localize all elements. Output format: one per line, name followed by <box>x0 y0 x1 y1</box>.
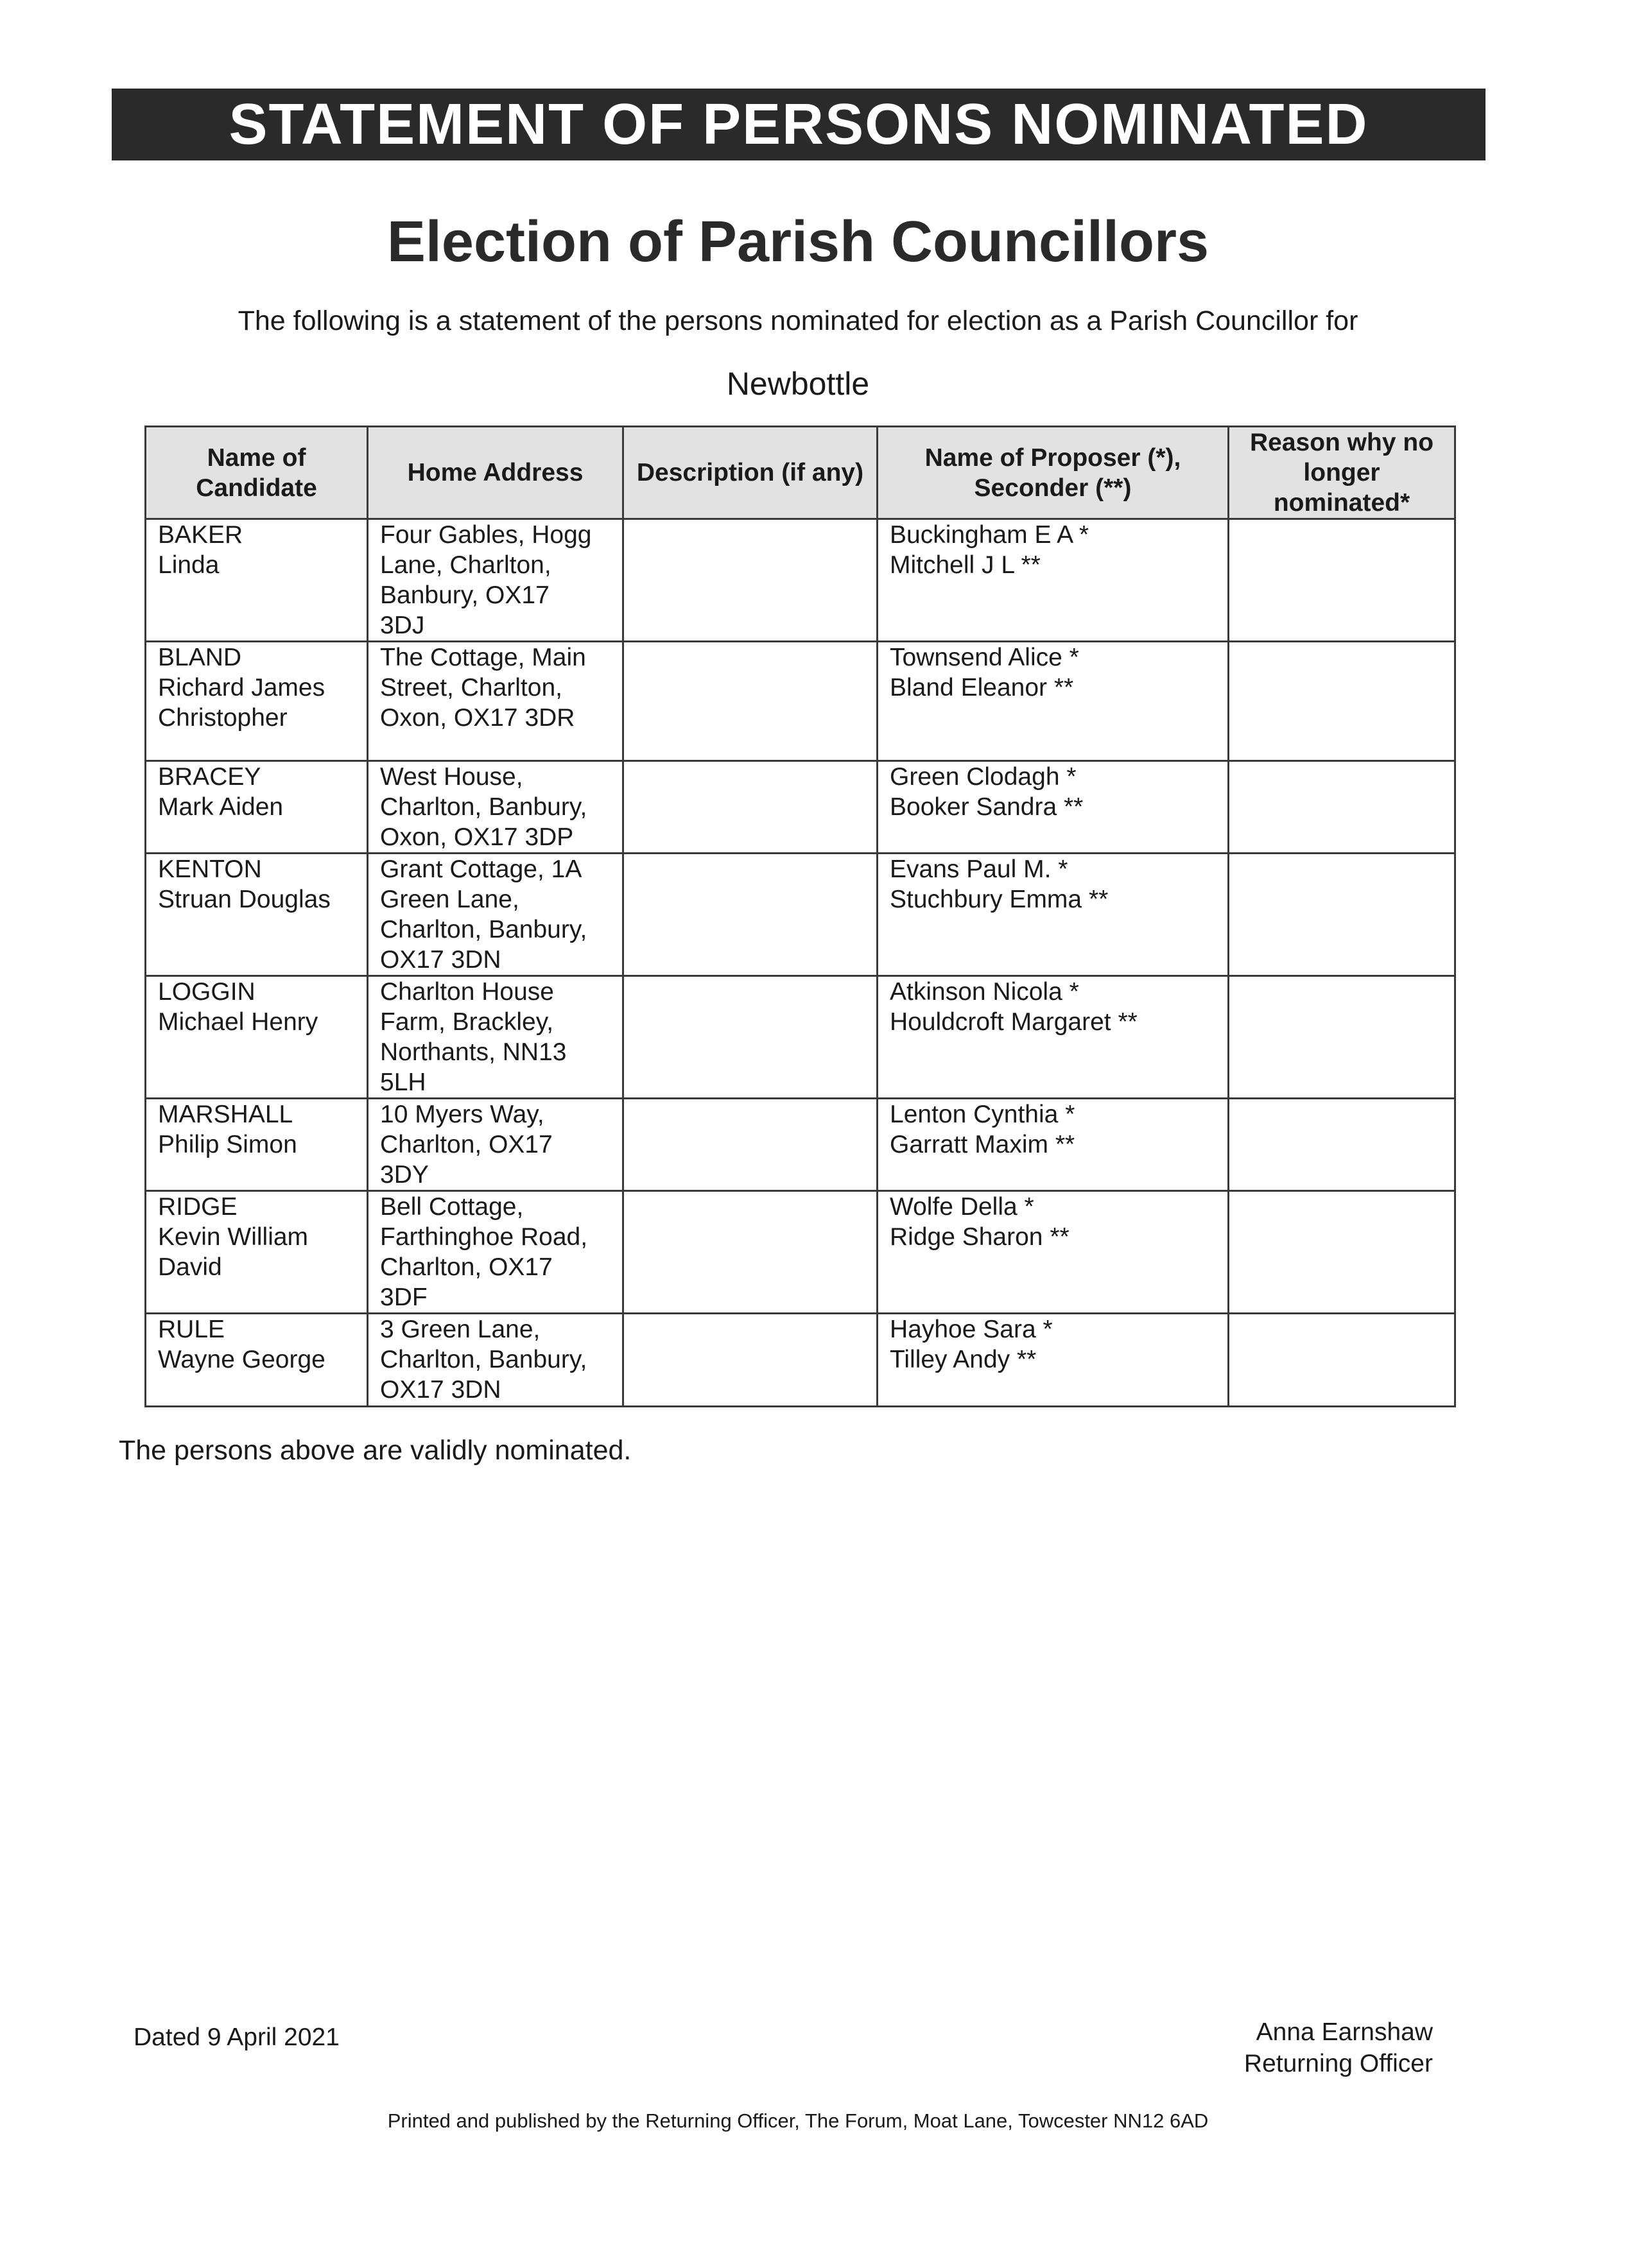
proposer-cell <box>878 642 1229 761</box>
address-line: Farthinghoe Road, <box>380 1223 588 1251</box>
validity-statement: The persons above are validly nominated. <box>119 1435 632 1466</box>
proposer-line: Stuchbury Emma ** <box>890 886 1109 913</box>
proposer-cell <box>878 761 1229 854</box>
proposer-line: Green Clodagh * <box>890 763 1077 791</box>
proposer-line: Tilley Andy ** <box>890 1346 1037 1373</box>
description-cell <box>623 1099 878 1191</box>
proposer-cell <box>878 854 1229 976</box>
description-cell <box>623 1314 878 1407</box>
candidate-name-line: David <box>158 1253 222 1281</box>
header-row <box>146 427 1455 519</box>
home-address-cell <box>368 519 623 642</box>
address-line: Banbury, OX17 <box>380 581 550 609</box>
address-line: OX17 3DN <box>380 1376 501 1404</box>
proposer-line: Houldcroft Margaret ** <box>890 1008 1138 1036</box>
address-line: Grant Cottage, 1A <box>380 855 582 883</box>
candidate-name-cell <box>146 1191 368 1314</box>
address-line: 10 Myers Way, <box>380 1101 544 1128</box>
address-line: West House, <box>380 763 523 791</box>
address-line: Charlton, OX17 <box>380 1253 553 1281</box>
candidate-name-line: BRACEY <box>158 763 261 791</box>
address-line: 3 Green Lane, <box>380 1316 541 1343</box>
proposer-line: Ridge Sharon ** <box>890 1223 1070 1251</box>
address-line: Bell Cottage, <box>380 1193 524 1221</box>
proposer-line: Wolfe Della * <box>890 1193 1034 1221</box>
description-cell <box>623 1191 878 1314</box>
candidate-name-line: LOGGIN <box>158 978 256 1006</box>
reason-cell <box>1229 854 1455 976</box>
address-line: Charlton, Banbury, <box>380 793 587 821</box>
address-line: 3DJ <box>380 612 425 639</box>
proposer-line: Garratt Maxim ** <box>890 1131 1075 1158</box>
address-line: 5LH <box>380 1069 426 1096</box>
column-header-proposer: Name of Proposer (*), Seconder (**) <box>878 427 1229 519</box>
proposer-cell <box>878 519 1229 642</box>
proposer-line: Mitchell J L ** <box>890 551 1041 579</box>
reason-cell <box>1229 519 1455 642</box>
description-cell <box>623 642 878 761</box>
column-header-candidate: Name of Candidate <box>146 427 368 519</box>
proposer-cell <box>878 1099 1229 1191</box>
address-line: Charlton, Banbury, <box>380 916 587 943</box>
candidate-name-line: BLAND <box>158 644 242 671</box>
officer-title: Returning Officer <box>1243 2050 1433 2077</box>
reason-cell <box>1229 1099 1455 1191</box>
address-line: Four Gables, Hogg <box>380 521 592 549</box>
proposer-cell <box>878 1314 1229 1407</box>
table-row <box>146 854 1455 976</box>
proposer-line: Buckingham E A * <box>890 521 1089 549</box>
table-body <box>146 519 1455 1407</box>
imprint: Printed and published by the Returning Officer, The Forum, Moat Lane, Towcester NN12 6AD <box>387 2109 1209 2132</box>
address-line: Green Lane, <box>380 886 519 913</box>
officer-name: Anna Earnshaw <box>1256 2018 1433 2046</box>
address-line: Charlton House <box>380 978 554 1006</box>
proposer-cell <box>878 1191 1229 1314</box>
column-header-reason: Reason why no longer nominated* <box>1229 427 1455 519</box>
home-address-cell <box>368 854 623 976</box>
address-line: OX17 3DN <box>380 946 501 974</box>
candidate-name-cell <box>146 519 368 642</box>
candidate-name-cell <box>146 761 368 854</box>
intro-text: The following is a statement of the persons nominated for election as a Parish Councillor for <box>238 305 1358 336</box>
candidate-name-line: Wayne George <box>158 1346 325 1373</box>
reason-cell <box>1229 761 1455 854</box>
candidate-name-cell <box>146 1314 368 1407</box>
nominations-table <box>144 425 1456 1407</box>
proposer-cell <box>878 976 1229 1099</box>
candidate-name-cell <box>146 642 368 761</box>
description-cell <box>623 761 878 854</box>
address-line: Lane, Charlton, <box>380 551 551 579</box>
proposer-line: Lenton Cynthia * <box>890 1101 1075 1128</box>
column-header-description: Description (if any) <box>623 427 878 519</box>
candidate-name-line: Philip Simon <box>158 1131 297 1158</box>
home-address-cell <box>368 642 623 761</box>
parish-name: Newbottle <box>726 366 870 402</box>
reason-cell <box>1229 1191 1455 1314</box>
column-header-address: Home Address <box>368 427 623 519</box>
candidate-name-line: Struan Douglas <box>158 886 331 913</box>
address-line: Northants, NN13 <box>380 1038 567 1066</box>
candidate-name-line: Michael Henry <box>158 1008 318 1036</box>
candidate-name-line: Christopher <box>158 704 288 732</box>
home-address-cell <box>368 761 623 854</box>
reason-cell <box>1229 642 1455 761</box>
home-address-cell <box>368 1314 623 1407</box>
document-banner: STATEMENT OF PERSONS NOMINATED <box>112 89 1485 160</box>
table-row <box>146 761 1455 854</box>
description-cell <box>623 854 878 976</box>
candidate-name-cell <box>146 854 368 976</box>
proposer-line: Booker Sandra ** <box>890 793 1084 821</box>
address-line: 3DF <box>380 1284 428 1311</box>
candidate-name-line: RULE <box>158 1316 225 1343</box>
home-address-cell <box>368 1191 623 1314</box>
returning-officer-block <box>1156 2016 1433 2079</box>
candidate-name-line: BAKER <box>158 521 243 549</box>
reason-cell <box>1229 1314 1455 1407</box>
description-cell <box>623 519 878 642</box>
address-line: The Cottage, Main <box>380 644 586 671</box>
table-row <box>146 642 1455 761</box>
description-cell <box>623 976 878 1099</box>
table-row <box>146 1099 1455 1191</box>
candidate-name-line: Mark Aiden <box>158 793 284 821</box>
proposer-line: Townsend Alice * <box>890 644 1079 671</box>
candidate-name-line: MARSHALL <box>158 1101 293 1128</box>
candidate-name-line: RIDGE <box>158 1193 238 1221</box>
candidate-name-line: Richard James <box>158 674 325 701</box>
candidate-name-line: KENTON <box>158 855 262 883</box>
date-line: Dated 9 April 2021 <box>134 2023 340 2051</box>
address-line: Oxon, OX17 3DP <box>380 823 574 851</box>
proposer-line: Atkinson Nicola * <box>890 978 1079 1006</box>
reason-cell <box>1229 976 1455 1099</box>
candidate-name-line: Linda <box>158 551 220 579</box>
table-header <box>146 427 1455 519</box>
table-row <box>146 1191 1455 1314</box>
address-line: Farm, Brackley, <box>380 1008 554 1036</box>
proposer-line: Bland Eleanor ** <box>890 674 1074 701</box>
proposer-line: Hayhoe Sara * <box>890 1316 1053 1343</box>
table-row <box>146 1314 1455 1407</box>
address-line: Charlton, Banbury, <box>380 1346 587 1373</box>
home-address-cell <box>368 1099 623 1191</box>
home-address-cell <box>368 976 623 1099</box>
address-line: Street, Charlton, <box>380 674 562 701</box>
proposer-line: Evans Paul M. * <box>890 855 1068 883</box>
address-line: 3DY <box>380 1161 429 1189</box>
page-title: Election of Parish Councillors <box>386 210 1209 274</box>
table-row <box>146 519 1455 642</box>
address-line: Charlton, OX17 <box>380 1131 553 1158</box>
candidate-name-cell <box>146 1099 368 1191</box>
candidate-name-line: Kevin William <box>158 1223 309 1251</box>
table-row <box>146 976 1455 1099</box>
address-line: Oxon, OX17 3DR <box>380 704 575 732</box>
candidate-name-cell <box>146 976 368 1099</box>
